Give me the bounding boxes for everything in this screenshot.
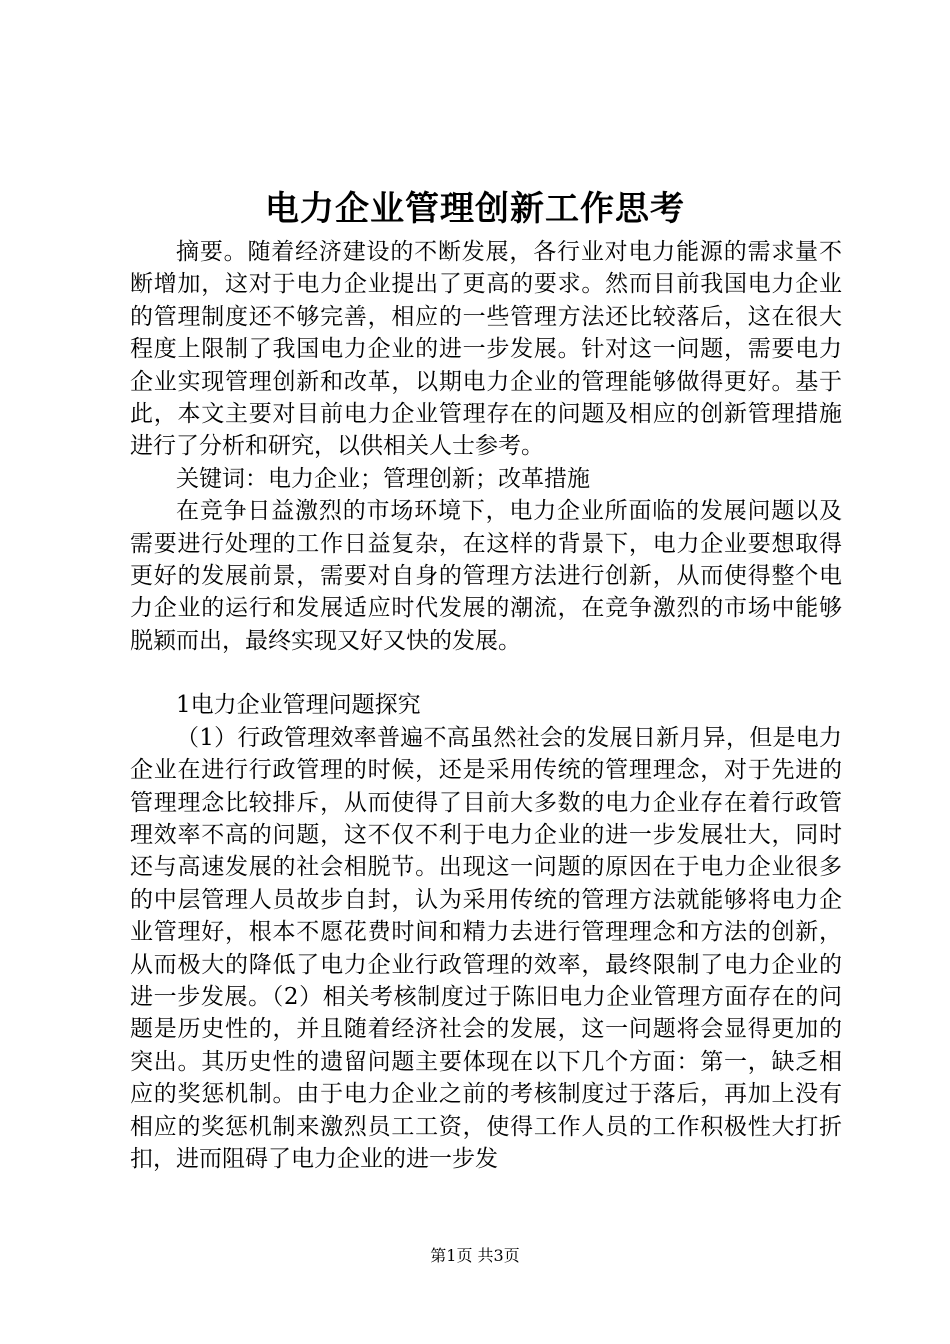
document-title: 电力企业管理创新工作思考 [265, 189, 685, 229]
section-paragraph: （1）行政管理效率普遍不高虽然社会的发展日新月异，但是电力企业在进行行政管理的时候，还是采用传统的管理理念，对于先进的管理理念比较排斥，从而使得了目前大多数的电力企业存在着行政管理效率不高的问题，这不仅不利于电力企业的进一步发展壮大，同时还与高速发展的社会相脱节。出现这一问题的原因在于电力企业很多的中层管理人员故步自封，认为采用传统的管理方法就能够将电力企业管理好，根本不愿花费时间和精力去进行管理理念和方法的创新，从而极大的降低了电力企业行政管理的效率，最终限制了电力企业的进一步发展。（2）相关考核制度过于陈旧电力企业管理方面存在的问题是历史性的，并且随着经济社会的发展，这一问题将会显得更加的突出。其历史性的遗留问题主要体现在以下几个方面：第一，缺乏相应的奖惩机制。由于电力企业之前的考核制度过于落后，再加上没有相应的奖惩机制来激烈员工工资，使得工作人员的工作积极性大打折扣，进而阻碍了电力企业的进一步发 [130, 724, 842, 1172]
keywords-paragraph: 关键词：电力企业；管理创新；改革措施 [176, 465, 590, 492]
section-heading: 1电力企业管理问题探究 [176, 692, 421, 719]
abstract-paragraph: 摘要。随着经济建设的不断发展，各行业对电力能源的需求量不断增加，这对于电力企业提出了更高的要求。然而目前我国电力企业的管理制度还不够完善，相应的一些管理方法还比较落后，这在很大程度上限制了我国电力企业的进一步发展。针对这一问题，需要电力企业实现管理创新和改革，以期电力企业的管理能够做得更好。基于此，本文主要对目前电力企业管理存在的问题及相应的创新管理措施进行了分析和研究，以供相关人士参考。 [130, 239, 842, 460]
intro-paragraph: 在竞争日益激烈的市场环境下，电力企业所面临的发展问题以及需要进行处理的工作日益复杂，在这样的背景下，电力企业要想取得更好的发展前景，需要对自身的管理方法进行创新，从而使得整个电力企业的运行和发展适应时代发展的潮流，在竞争激烈的市场中能够脱颖而出，最终实现又好又快的发展。 [130, 498, 842, 654]
document-body [130, 236, 842, 1175]
page-footer: 第1页 共3页 [430, 1246, 520, 1265]
